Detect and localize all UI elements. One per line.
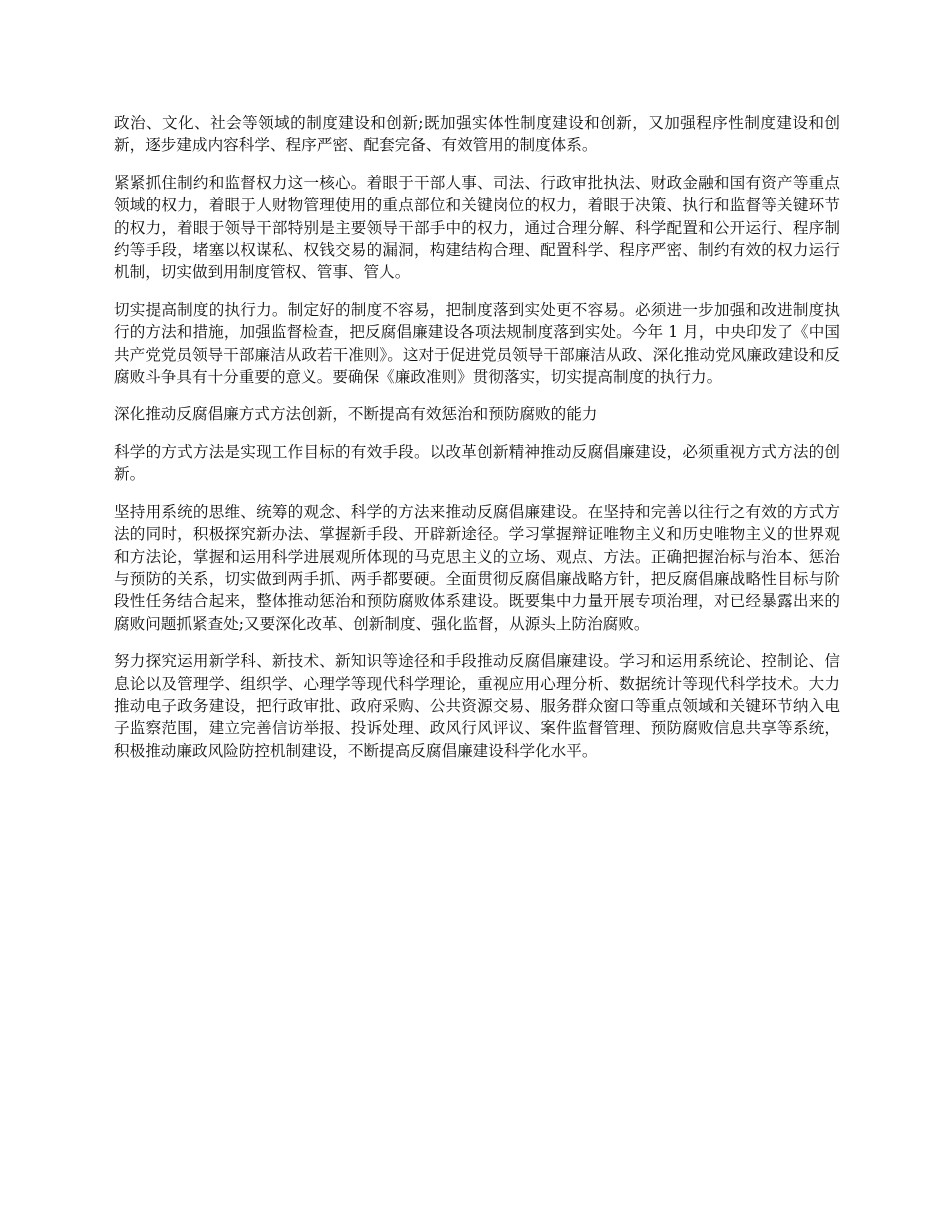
paragraph-3: 切实提高制度的执行力。制定好的制度不容易，把制度落到实处更不容易。必须进一步加强和改进制度执行的方法和措施，加强监督检查，把反腐倡廉建设各项法规制度落到实处。今年 1 月，中央印发了《中国共产党党员领导干部廉洁从政若干准则》。这对于促进党员领导干部廉洁从政、深化推动党风廉政建设和反腐败斗争具有十分重要的意义。要确保《廉政准则》贯彻落实，切实提高制度的执行力。 xyxy=(114,300,840,387)
paragraph-2: 紧紧抓住制约和监督权力这一核心。着眼于干部人事、司法、行政审批执法、财政金融和国有资产等重点领域的权力，着眼于人财物管理使用的重点部位和关键岗位的权力，着眼于决策、执行和监督等关键环节的权力，着眼于领导干部特别是主要领导干部手中的权力，通过合理分解、科学配置和公开运行、程序制约等手段，堵塞以权谋私、权钱交易的漏洞，构建结构合理、配置科学、程序严密、制约有效的权力运行机制，切实做到用制度管权、管事、管人。 xyxy=(114,173,840,282)
section-heading: 深化推动反腐倡廉方式方法创新，不断提高有效惩治和预防腐败的能力 xyxy=(114,405,598,424)
paragraph-5: 科学的方式方法是实现工作目标的有效手段。以改革创新精神推动反腐倡廉建设，必须重视方式方法的创新。 xyxy=(114,442,840,484)
document-body xyxy=(114,112,840,777)
paragraph-6: 坚持用系统的思维、统筹的观念、科学的方法来推动反腐倡廉建设。在坚持和完善以往行之有效的方式方法的同时，积极探究新办法、掌握新手段、开辟新途径。学习掌握辩证唯物主义和历史唯物主义的世界观和方法论，掌握和运用科学进展观所体现的马克思主义的立场、观点、方法。正确把握治标与治本、惩治与预防的关系，切实做到两手抓、两手都要硬。全面贯彻反腐倡廉战略方针，把反腐倡廉战略性目标与阶段性任务结合起来，整体推动惩治和预防腐败体系建设。既要集中力量开展专项治理，对已经暴露出来的腐败问题抓紧查处;又要深化改革、创新制度、强化监督，从源头上防治腐败。 xyxy=(114,502,840,633)
paragraph-1: 政治、文化、社会等领域的制度建设和创新;既加强实体性制度建设和创新，又加强程序性制度建设和创新，逐步建成内容科学、程序严密、配套完备、有效管用的制度体系。 xyxy=(114,114,840,155)
paragraph-7: 努力探究运用新学科、新技术、新知识等途径和手段推动反腐倡廉建设。学习和运用系统论、控制论、信息论以及管理学、组织学、心理学等现代科学理论，重视应用心理分析、数据统计等现代科学技术。大力推动电子政务建设，把行政审批、政府采购、公共资源交易、服务群众窗口等重点领域和关键环节纳入电子监察范围，建立完善信访举报、投诉处理、政风行风评议、案件监督管理、预防腐败信息共享等系统，积极推动廉政风险防控机制建设，不断提高反腐倡廉建设科学化水平。 xyxy=(114,652,840,760)
